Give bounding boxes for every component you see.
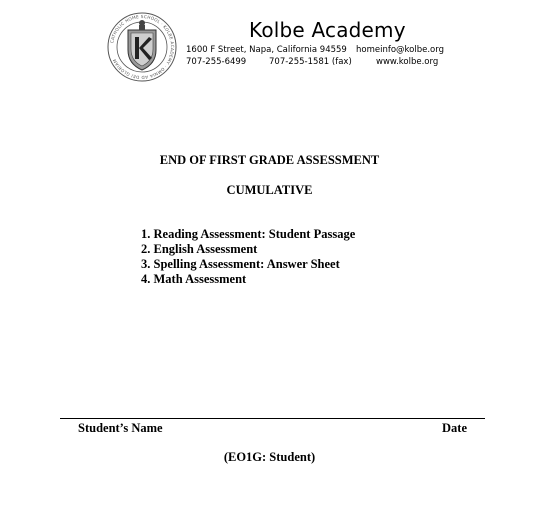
school-email: homeinfo@kolbe.org xyxy=(356,45,444,55)
list-item: 1. Reading Assessment: Student Passage xyxy=(141,227,356,241)
student-name-label: Student’s Name xyxy=(78,421,163,435)
list-item: 4. Math Assessment xyxy=(141,272,247,286)
letterhead xyxy=(104,12,444,82)
school-seal-logo xyxy=(104,12,180,82)
school-address: 1600 F Street, Napa, California 94559 xyxy=(186,45,347,55)
assessment-list xyxy=(141,227,355,287)
school-website: www.kolbe.org xyxy=(376,57,439,67)
date-label: Date xyxy=(442,421,467,435)
signature-line xyxy=(60,418,485,419)
document-code: (EO1G: Student) xyxy=(223,450,316,464)
document-title: END OF FIRST GRADE ASSESSMENT xyxy=(159,153,380,167)
document-subtitle: CUMULATIVE xyxy=(226,183,313,197)
school-name: Kolbe Academy xyxy=(249,18,406,42)
list-item: 3. Spelling Assessment: Answer Sheet xyxy=(141,257,340,271)
svg-text:CATHOLIC HOME SCHOOL · KOLBE A: CATHOLIC HOME SCHOOL · KOLBE ACADEMY · OMNIA AD DEI GLORIAM xyxy=(109,13,176,81)
school-fax: 707-255-1581 (fax) xyxy=(269,57,352,67)
school-phone: 707-255-6499 xyxy=(186,57,247,67)
list-item: 2. English Assessment xyxy=(141,242,258,256)
